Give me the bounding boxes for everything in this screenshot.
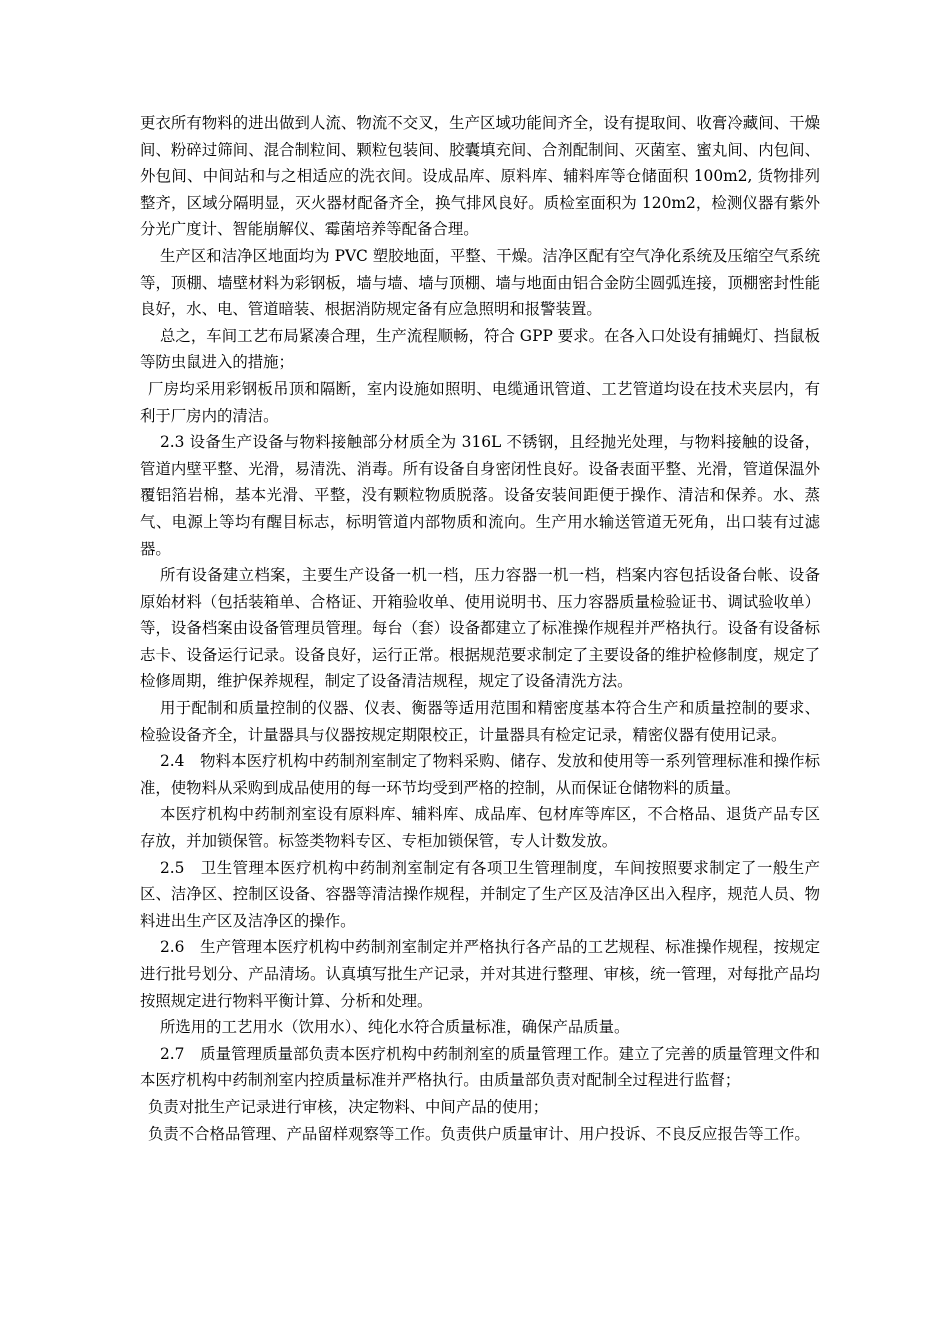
paragraph-nonconforming-products: 负责不合格品管理、产品留样观察等工作。负责供户质量审计、用户投诉、不良反应报告等工作。 [148, 1124, 810, 1143]
document-body [140, 110, 820, 1147]
paragraph-section-2-4-materials: 2.4 物料本医疗机构中药制剂室制定了物料采购、储存、发放和使用等一系列管理标准和操作标准，使物料从采购到成品使用的每一环节均受到严格的控制，从而保证仓储物料的质量。 [140, 752, 820, 797]
paragraph-floor-cleanroom: 生产区和洁净区地面均为 PVC 塑胶地面，平整、干燥。洁净区配有空气净化系统及压缩空气系统等，顶棚、墙壁材料为彩钢板，墙与墙、墙与顶棚、墙与地面由铝合金防尘圆弧连接，顶棚密封性能良好，水、电、管道暗装、根据消防规定备有应急照明和报警装置。 [140, 246, 820, 319]
paragraph-facility-layout: 更衣所有物料的进出做到人流、物流不交叉，生产区域功能间齐全，设有提取间、收膏冷藏间、干燥间、粉碎过筛间、混合制粒间、颗粒包装间、胶囊填充间、合剂配制间、灭菌室、蜜丸间、内包间、外包间、中间站和与之相适应的洗衣间。设成品库、原料库、辅料库等仓储面积 100m2, 货物排列整齐，区域分隔明显，灭火器材配备齐全，换气排风良好。质检室面积为 120m2，检测仪器有紫外分光广度计、智能崩解仪、霉菌培养等配备合理。 [140, 114, 820, 239]
paragraph-equipment-records: 所有设备建立档案，主要生产设备一机一档，压力容器一机一档，档案内容包括设备台帐、设备原始材料（包括装箱单、合格证、开箱验收单、使用说明书、压力容器质量检验证书、调试验收单）等，设备档案由设备管理员管理。每台（套）设备都建立了标准操作规程并严格执行。设备有设备标志卡、设备运行记录。设备良好，运行正常。根据规范要求制定了主要设备的维护检修制度，规定了检修周期，维护保养规程，制定了设备清洁规程，规定了设备清洗方法。 [140, 566, 820, 691]
paragraph-ceiling-partition: 厂房均采用彩钢板吊顶和隔断，室内设施如照明、电缆通讯管道、工艺管道均设在技术夹层内，有利于厂房内的清洁。 [140, 379, 820, 425]
paragraph-section-2-3-equipment: 2.3 设备生产设备与物料接触部分材质全为 316L 不锈钢，且经抛光处理，与物料接触的设备，管道内壁平整、光滑，易清洗、消毒。所有设备自身密闭性良好。设备表面平整、光滑，管道保温外覆铝箔岩棉，基本光滑、平整，没有颗粒物质脱落。设备安装间距便于操作、清洁和保养。水、蒸气、电源上等均有醒目标志，标明管道内部物质和流向。生产用水输送管道无死角，出口装有过滤器。 [140, 433, 820, 558]
paragraph-section-2-6-production: 2.6 生产管理本医疗机构中药制剂室制定并严格执行各产品的工艺规程、标准操作规程，按规定进行批号划分、产品清场。认真填写批生产记录，并对其进行整理、审核，统一管理，对每批产品均按照规定进行物料平衡计算、分析和处理。 [140, 938, 820, 1010]
paragraph-process-water: 所选用的工艺用水（饮用水）、纯化水符合质量标准，确保产品质量。 [160, 1018, 630, 1037]
paragraph-summary-layout: 总之，车间工艺布局紧凑合理，生产流程顺畅，符合 GPP 要求。在各入口处设有捕蝇灯、挡鼠板等防虫鼠进入的措施； [140, 326, 820, 372]
paragraph-batch-record-review: 负责对批生产记录进行审核，决定物料、中间产品的使用； [148, 1097, 549, 1116]
paragraph-instruments: 用于配制和质量控制的仪器、仪表、衡器等适用范围和精密度基本符合生产和质量控制的要求、检验设备齐全，计量器具与仪器按规定期限校正，计量器具有检定记录，精密仪器有使用记录。 [140, 699, 820, 744]
paragraph-storage-areas: 本医疗机构中药制剂室设有原料库、辅料库、成品库、包材库等库区，不合格品、退货产品专区存放，并加锁保管。标签类物料专区、专柜加锁保管，专人计数发放。 [140, 805, 820, 851]
paragraph-section-2-7-quality: 2.7 质量管理质量部负责本医疗机构中药制剂室的质量管理工作。建立了完善的质量管理文件和本医疗机构中药制剂室内控质量标准并严格执行。由质量部负责对配制全过程进行监督； [140, 1044, 820, 1090]
paragraph-section-2-5-hygiene: 2.5 卫生管理本医疗机构中药制剂室制定有各项卫生管理制度，车间按照要求制定了一般生产区、洁净区、控制区设备、容器等清洁操作规程，并制定了生产区及洁净区出入程序，规范人员、物料进出生产区及洁净区的操作。 [140, 858, 820, 930]
